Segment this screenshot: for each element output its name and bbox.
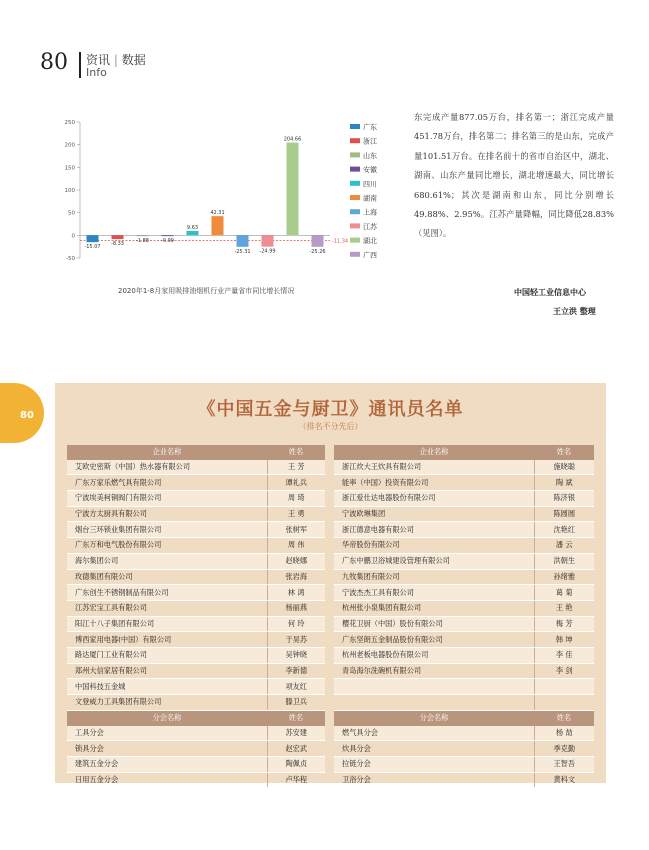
name-cell: 滕卫兵 <box>267 695 325 711</box>
bar <box>262 235 274 246</box>
data-label: -1.88 <box>136 238 149 245</box>
name-cell: 黄科文 <box>534 772 594 788</box>
company-cell: 宁波欧琳集团 <box>334 506 534 522</box>
company-cell: 能率（中国）投资有限公司 <box>334 475 534 491</box>
table-row <box>67 772 594 788</box>
bar <box>87 235 99 242</box>
data-label: -15.07 <box>84 244 101 251</box>
branch-col-name-right: 姓名 <box>534 711 594 726</box>
article-text: 东完成产量877.05万台，排名第一；浙江完成产量451.78万台，排名第二；排名第三的是山东，完成产量101.51万台。在排名前十的省市自治区中，湖北、湖南、山东产量同比增长，湖北增速最大，同比增长680.61%；其次是湖南和山东，同比分别增长49.88%、2.95%。江苏产量降幅，同比降低28.83%（见图）。 <box>414 112 614 239</box>
name-cell: 陈圆圆 <box>534 506 594 522</box>
y-tick-label: 200 <box>64 142 75 149</box>
bar-chart <box>58 110 377 280</box>
data-label: -0.99 <box>161 237 174 244</box>
table-row <box>67 679 594 695</box>
header-divider <box>79 52 81 78</box>
legend-label: 浙江 <box>363 137 377 146</box>
bar <box>187 231 199 235</box>
name-cell: 梅 芳 <box>534 616 594 632</box>
name-cell: 林 鸿 <box>267 585 325 601</box>
company-cell: 广东中鹏卫浴城建设管理有限公司 <box>334 553 534 569</box>
data-label: 204.66 <box>283 136 302 143</box>
branch-table <box>67 711 594 788</box>
company-cell: 广东万家乐燃气具有限公司 <box>67 475 267 491</box>
name-cell: 赵宏武 <box>267 741 325 757</box>
legend-swatch <box>350 138 360 143</box>
article-source: 中国轻工业信息中心 <box>514 288 586 297</box>
roster-panel <box>55 383 606 783</box>
table-row <box>67 726 594 741</box>
side-tab-page-number: 80 <box>20 410 34 421</box>
table-row <box>67 757 594 773</box>
name-cell: 李新德 <box>267 663 325 679</box>
bar <box>237 235 249 246</box>
branch-col-name-left: 姓名 <box>267 711 325 726</box>
company-cell: 卫浴分会 <box>334 772 534 788</box>
y-tick-label: 100 <box>64 188 75 194</box>
reference-label: -11.34 <box>332 238 349 245</box>
name-cell: 周 伟 <box>267 538 325 554</box>
name-cell: 项友红 <box>267 679 325 695</box>
company-cell: 建筑五金分会 <box>67 757 267 773</box>
table-row <box>67 538 594 554</box>
data-label: -25.31 <box>234 248 251 255</box>
name-cell: 杨丽燕 <box>267 600 325 616</box>
company-cell: 杭州张小泉集团有限公司 <box>334 600 534 616</box>
company-cell: 杭州老板电器股份有限公司 <box>334 647 534 663</box>
bar <box>312 235 324 246</box>
table-row <box>67 460 594 475</box>
name-cell: 陶 斌 <box>534 475 594 491</box>
name-cell: 施晓聪 <box>534 460 594 475</box>
legend-swatch <box>350 181 360 186</box>
name-cell: 潘 云 <box>534 538 594 554</box>
company-cell: 日用五金分会 <box>67 772 267 788</box>
name-cell: 卢华程 <box>267 772 325 788</box>
roster-subtitle: （排名不分先后） <box>298 422 363 431</box>
company-cell: 文登威力工具集团有限公司 <box>67 695 267 711</box>
company-cell: 宁波杰杰工具有限公司 <box>334 585 534 601</box>
y-tick-label: 0 <box>71 233 75 240</box>
company-cell: 郑州大信家居有限公司 <box>67 663 267 679</box>
data-label: 9.63 <box>186 224 199 231</box>
company-cell: 中国科技五金城 <box>67 679 267 695</box>
company-cell <box>334 695 534 711</box>
table-row <box>67 553 594 569</box>
company-cell: 宁波埃美柯铜阀门有限公司 <box>67 491 267 507</box>
col-company-right: 企业名称 <box>334 445 534 460</box>
bar <box>112 235 124 239</box>
name-cell: 谭礼兵 <box>267 475 325 491</box>
company-cell: 拉链分会 <box>334 757 534 773</box>
company-cell: 博西家用电器(中国）有限公司 <box>67 632 267 648</box>
name-cell: 何 玲 <box>267 616 325 632</box>
company-cell: 青岛海尔洗碗机有限公司 <box>334 663 534 679</box>
y-tick-label: -50 <box>66 256 75 262</box>
col-company-left: 企业名称 <box>67 445 267 460</box>
branch-col-company-left: 分会名称 <box>67 711 267 726</box>
col-name-left: 姓名 <box>267 445 325 460</box>
section-cn: 资讯 <box>86 53 111 67</box>
name-cell: 陶佩贞 <box>267 757 325 773</box>
data-label: -24.99 <box>259 248 276 255</box>
table-row <box>67 695 594 711</box>
name-cell: 李 剑 <box>534 663 594 679</box>
article-editor: 王立洪 整理 <box>553 307 596 316</box>
company-cell: 江苏宏宝工具有限公司 <box>67 600 267 616</box>
table-row <box>67 663 594 679</box>
legend-swatch <box>350 209 360 214</box>
legend-label: 四川 <box>363 180 377 189</box>
chart-caption: 2020年1-8月家用吸排油烟机行业产量省市同比增长情况 <box>118 287 295 295</box>
company-cell: 锁具分会 <box>67 741 267 757</box>
y-tick-label: 50 <box>68 210 75 217</box>
table-row <box>67 647 594 663</box>
table-row <box>67 616 594 632</box>
name-cell: 周 琦 <box>267 491 325 507</box>
legend-swatch <box>350 223 360 228</box>
company-cell: 阳江十八子集团有限公司 <box>67 616 267 632</box>
company-cell: 烟台三环锁业集团有限公司 <box>67 522 267 538</box>
company-cell: 广东万和电气股份有限公司 <box>67 538 267 554</box>
y-tick-label: 250 <box>64 120 75 126</box>
legend-label: 广西 <box>363 251 377 260</box>
company-cell: 广东坚朗五金制品股份有限公司 <box>334 632 534 648</box>
company-cell: 海尔集团公司 <box>67 553 267 569</box>
name-cell: 王 芳 <box>267 460 325 475</box>
section-sub: 数据 <box>121 53 146 67</box>
table-row <box>67 491 594 507</box>
legend-label: 湖北 <box>363 237 377 246</box>
legend-swatch <box>350 195 360 200</box>
name-cell: 张岩海 <box>267 569 325 585</box>
legend-label: 安徽 <box>363 166 377 175</box>
name-cell: 李 佳 <box>534 647 594 663</box>
page-number: 80 <box>40 50 68 75</box>
name-cell: 季克勤 <box>534 741 594 757</box>
section-en: Info <box>86 66 107 79</box>
name-cell <box>534 679 594 695</box>
company-cell <box>334 679 534 695</box>
company-cell: 艾欧史密斯（中国）热水器有限公司 <box>67 460 267 475</box>
legend-label: 广东 <box>363 123 377 132</box>
company-cell: 浙江爱仕达电器股份有限公司 <box>334 491 534 507</box>
legend-swatch <box>350 252 360 257</box>
legend-label: 湖南 <box>363 194 377 203</box>
legend-label: 上海 <box>363 208 377 217</box>
name-cell: 葛 菊 <box>534 585 594 601</box>
table-row <box>67 522 594 538</box>
company-cell: 浙江德意电器有限公司 <box>334 522 534 538</box>
legend-swatch <box>350 152 360 157</box>
name-cell: 王智吾 <box>534 757 594 773</box>
name-cell: 陈济银 <box>534 491 594 507</box>
company-cell: 广东创生不锈钢制品有限公司 <box>67 585 267 601</box>
member-table-header <box>67 445 594 460</box>
table-row <box>67 741 594 757</box>
company-cell: 浙江炊大王炊具有限公司 <box>334 460 534 475</box>
company-cell: 路达厦门工业有限公司 <box>67 647 267 663</box>
legend-label: 山东 <box>363 151 377 160</box>
name-cell: 苏安建 <box>267 726 325 741</box>
section-separator: | <box>113 53 118 67</box>
company-cell: 工具分会 <box>67 726 267 741</box>
table-row <box>67 475 594 491</box>
name-cell: 韩 坤 <box>534 632 594 648</box>
legend-swatch <box>350 124 360 129</box>
name-cell: 沈艳红 <box>534 522 594 538</box>
name-cell: 张树军 <box>267 522 325 538</box>
branch-table-header <box>67 711 594 726</box>
col-name-right: 姓名 <box>534 445 594 460</box>
roster-title: 《中国五金与厨卫》通讯员名单 <box>197 399 464 420</box>
legend-swatch <box>350 238 360 243</box>
name-cell: 王 勇 <box>267 506 325 522</box>
name-cell <box>534 695 594 711</box>
name-cell: 于昊苏 <box>267 632 325 648</box>
name-cell: 王 艳 <box>534 600 594 616</box>
branch-col-company-right: 分会名称 <box>334 711 534 726</box>
company-cell: 樱花卫厨（中国）股份有限公司 <box>334 616 534 632</box>
name-cell: 赵晓娜 <box>267 553 325 569</box>
member-table <box>67 445 594 711</box>
company-cell: 华帝股份有限公司 <box>334 538 534 554</box>
bar <box>137 235 149 236</box>
legend-label: 江苏 <box>363 222 377 231</box>
company-cell: 炊具分会 <box>334 741 534 757</box>
legend-swatch <box>350 167 360 172</box>
data-label: -25.26 <box>309 248 326 255</box>
y-tick-label: 150 <box>64 165 75 172</box>
bar <box>162 235 174 236</box>
table-row <box>67 506 594 522</box>
name-cell: 杨 劼 <box>534 726 594 741</box>
data-label: -8.33 <box>111 241 124 248</box>
bar <box>212 216 224 235</box>
company-cell: 燃气具分会 <box>334 726 534 741</box>
bar <box>287 143 299 236</box>
company-cell: 九牧集团有限公司 <box>334 569 534 585</box>
data-label: 42.31 <box>210 210 225 217</box>
table-row <box>67 600 594 616</box>
table-row <box>67 585 594 601</box>
table-row <box>67 632 594 648</box>
name-cell: 孙绪雅 <box>534 569 594 585</box>
name-cell: 洪朝生 <box>534 553 594 569</box>
company-cell: 玫德集团有限公司 <box>67 569 267 585</box>
table-row <box>67 569 594 585</box>
name-cell: 吴钟晓 <box>267 647 325 663</box>
company-cell: 宁波方太厨具有限公司 <box>67 506 267 522</box>
